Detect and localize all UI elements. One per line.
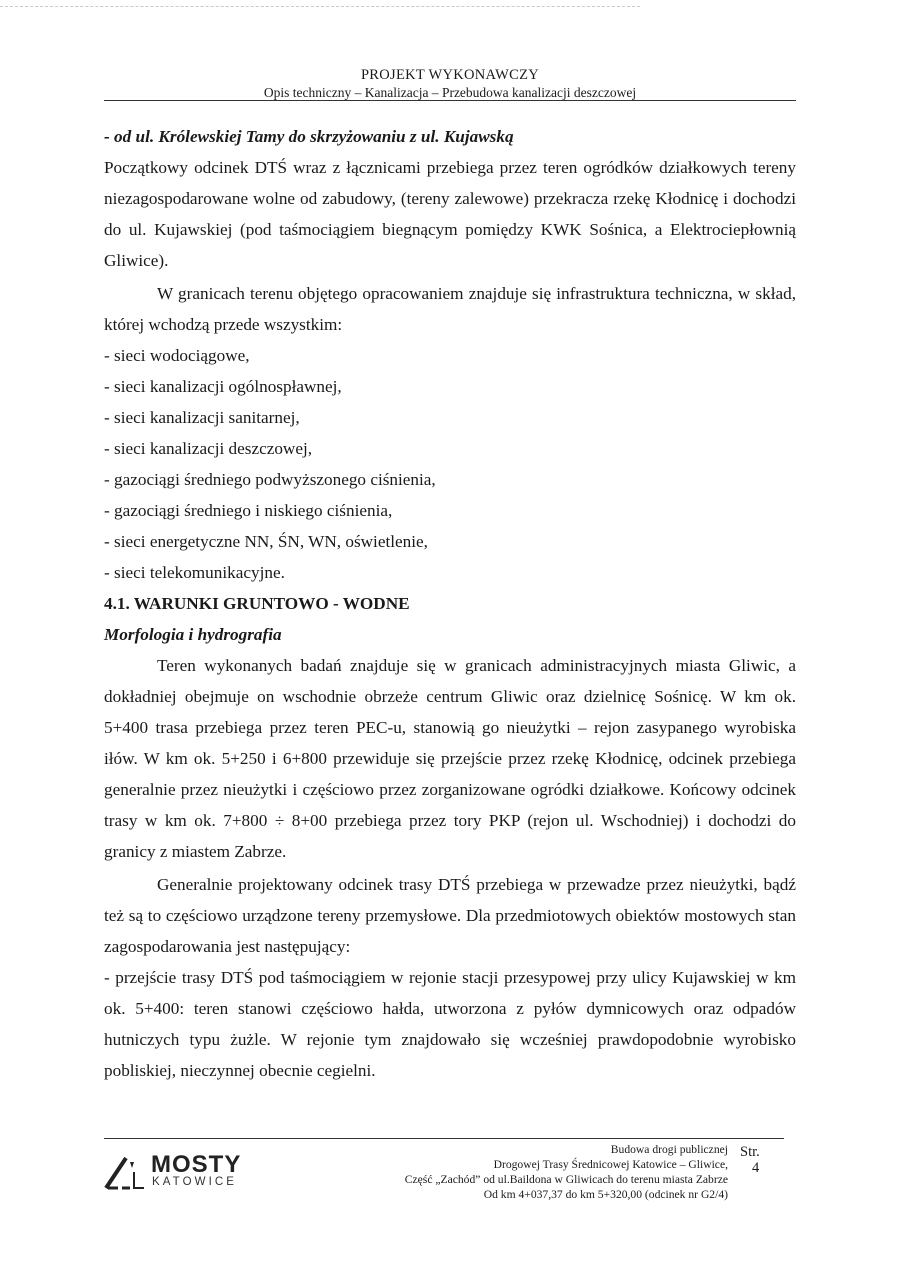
section-heading-4-1: 4.1. WARUNKI GRUNTOWO - WODNE xyxy=(104,594,410,613)
header-title: PROJEKT WYKONAWCZY xyxy=(360,67,540,83)
header-divider xyxy=(104,100,796,101)
list-item: - gazociągi średniego podwyższonego ciśnienia, xyxy=(104,470,436,489)
route-paragraph-1: Początkowy odcinek DTŚ wraz z łącznicami przebiega przez teren ogródków działkowych tereny niezagospodarowane wolne od zabudowy, (tereny zalewowe) przekracza rzekę Kłodnicę i dochodzi do ul. Kujawskiej (pod taśmociągiem biegnącym pomiędzy KWK Sośnica, a Elektrociepłownią Gliwice). xyxy=(104,158,796,270)
footer-line: Od km 4+037,37 do km 5+320,00 (odcinek nr G2/4) xyxy=(483,1188,728,1201)
infrastructure-list xyxy=(104,340,796,588)
list-item: - sieci kanalizacji ogólnospławnej, xyxy=(104,377,342,396)
page-number: 4 xyxy=(752,1160,760,1176)
header-subtitle: Opis techniczny – Kanalizacja – Przebudowa kanalizacji deszczowej xyxy=(263,85,637,100)
page-label: Str. xyxy=(740,1144,760,1160)
hydrography-paragraph-2: Generalnie projektowany odcinek trasy DTŚ przebiega w przewadze przez nieużytki, bądź też są to częściowo urządzone tereny przemysłowe. Dla przedmiotowych obiektów mostowych stan zagospodarowania jest następujący: xyxy=(104,875,796,956)
list-item: - sieci energetyczne NN, ŚN, WN, oświetlenie, xyxy=(104,532,428,551)
list-item: - sieci wodociągowe, xyxy=(104,346,250,365)
list-item: - sieci telekomunikacyjne. xyxy=(104,563,285,582)
scan-edge-line xyxy=(0,6,640,7)
bridge-logo-icon xyxy=(104,1154,148,1190)
page-header xyxy=(104,66,796,101)
list-item: - sieci kanalizacji deszczowej, xyxy=(104,439,313,458)
company-logo xyxy=(104,1152,264,1192)
logo-subtitle: KATOWICE xyxy=(152,1176,238,1188)
route-heading: - od ul. Królewskiej Tamy do skrzyżowaniu z ul. Kujawską xyxy=(104,127,514,146)
route-paragraph-2: W granicach terenu objętego opracowaniem znajduje się infrastruktura techniczna, w skład, której wchodzą przede wszystkim: xyxy=(104,284,796,334)
footer-project-info xyxy=(380,1142,728,1202)
footer-line: Budowa drogi publicznej xyxy=(610,1143,728,1156)
footer-line: Drogowej Trasy Średnicowej Katowice – Gliwice, xyxy=(493,1158,728,1171)
section-subheading: Morfologia i hydrografia xyxy=(104,625,282,644)
document-body xyxy=(104,121,796,1086)
list-item: - gazociągi średniego i niskiego ciśnienia, xyxy=(104,501,393,520)
hydrography-paragraph-3: - przejście trasy DTŚ pod taśmociągiem w rejonie stacji przesypowej przy ulicy Kujawskiej w km ok. 5+400: teren stanowi częściowo hałda, utworzona z pyłów dymnicowych oraz odpadów hutniczych typu żużle. W rejonie tym znajdowało się wcześniej prawdopodobnie wyrobisko pobliskiej, nieczynnej obecnie cegielni. xyxy=(104,968,796,1080)
list-item: - sieci kanalizacji sanitarnej, xyxy=(104,408,300,427)
footer-divider xyxy=(104,1138,784,1139)
hydrography-paragraph-1: Teren wykonanych badań znajduje się w granicach administracyjnych miasta Gliwic, a dokładniej obejmuje on wschodnie obrzeże centrum Gliwic oraz dzielnicę Sośnicę. W km ok. 5+400 trasa przebiega przez teren PEC-u, stanowią go nieużytki – rejon zasypanego wyrobiska iłów. W km ok. 5+250 i 6+800 przewiduje się przejście przez rzekę Kłodnicę, odcinek przebiega generalnie przez nieużytki i częściowo przez zorganizowane ogródki działkowe. Końcowy odcinek trasy w km ok. 7+800 ÷ 8+00 przebiega przez tory PKP (rejon ul. Wschodniej) i dochodzi do granicy z miastem Zabrze. xyxy=(104,656,796,861)
logo-name: MOSTY xyxy=(151,1151,242,1178)
footer-line: Część „Zachód” od ul.Baildona w Gliwicach do terenu miasta Zabrze xyxy=(404,1173,728,1186)
